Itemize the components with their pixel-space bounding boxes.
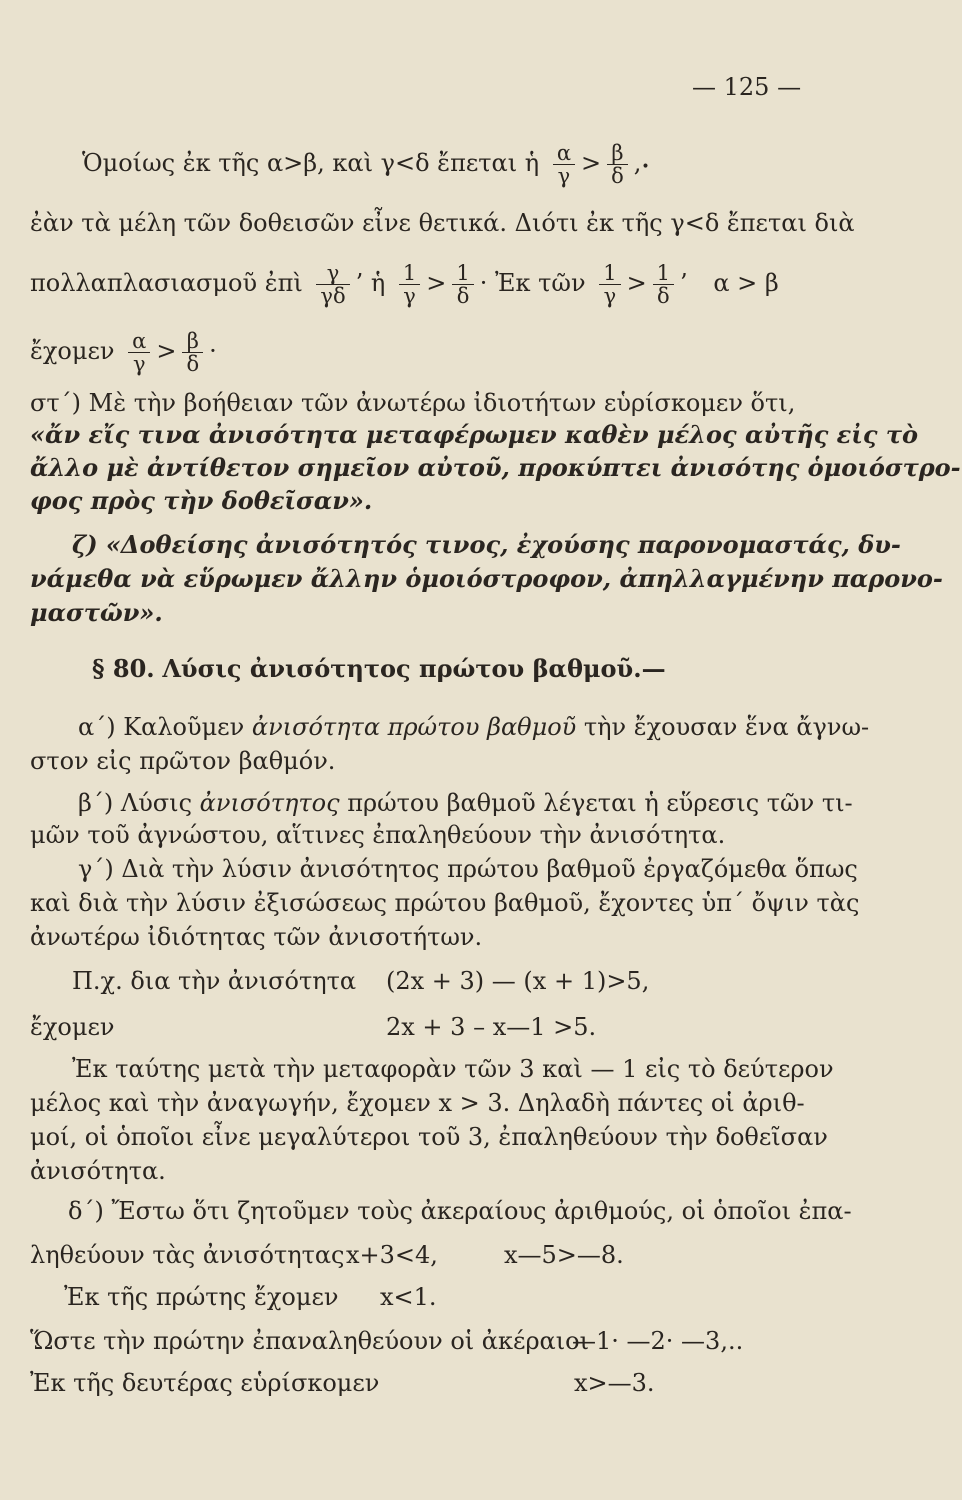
text-line: στ΄) Μὲ τὴν βοήθειαν τῶν ἀνωτέρω ἰδιοτήτων εὑρίσκομεν ὅτι, <box>30 389 796 417</box>
text-line: «ἄν εἴς τινα ἀνισότητα μεταφέρωμεν καθὲν μέλος αὐτῆς εἰς τὸ <box>30 420 918 449</box>
text-line: δ΄) Ἔστω ὅτι ζητοῦμεν τοὺς ἀκεραίους ἀριθμούς, οἱ ὁποῖοι ἐπα- <box>68 1197 852 1225</box>
numerator: 1 <box>399 262 420 285</box>
math-expression: x—5>—8. <box>504 1241 624 1269</box>
text-span: πρώτου βαθμοῦ λέγεται ἡ εὕρεσις τῶν τι- <box>347 789 853 817</box>
fraction <box>452 262 473 307</box>
text-line: ἄλλο μὲ ἀντίθετον σημεῖον αὐτοῦ, προκύπτει ἀνισότης ὁμοιόστρο- <box>30 453 961 482</box>
section-number: § 80. <box>92 654 155 683</box>
text-line: στον εἰς πρῶτον βαθμόν. <box>30 747 336 775</box>
text-line <box>78 788 853 818</box>
numerator: 1 <box>599 262 620 285</box>
text-line: μῶν τοῦ ἀγνώστου, αἵτινες ἐπαληθεύουν τὴν ἀνισότητα. <box>30 821 726 849</box>
text-line: ἀνισότητα. <box>30 1157 166 1185</box>
numerator: β <box>182 330 203 353</box>
fraction <box>182 330 203 375</box>
operator: > <box>626 269 647 297</box>
text-span: ἀνισότητα πρώτου βαθμοῦ <box>251 713 577 741</box>
text-line <box>30 262 779 307</box>
denominator: γ <box>403 284 416 308</box>
text-line: Ἐκ τῆς πρώτης ἔχομεν <box>64 1283 339 1311</box>
numerator: 1 <box>653 262 674 285</box>
operator: > <box>581 149 602 177</box>
denominator: γ <box>557 164 571 188</box>
section-heading <box>92 654 666 684</box>
denominator: γ <box>132 352 146 376</box>
fraction <box>599 262 620 307</box>
punct: · <box>209 337 217 365</box>
text-line: Ὥστε τὴν πρώτην ἐπαναληθεύουν οἱ ἀκέραιοι <box>30 1327 590 1355</box>
fraction <box>128 330 150 375</box>
fraction <box>653 262 674 307</box>
text-line: φος πρὸς τὴν δοθεῖσαν». <box>30 486 373 515</box>
math-expression: —1· —2· —3,.. <box>572 1327 744 1355</box>
denominator: δ <box>657 284 670 308</box>
text-span: τὴν ἔχουσαν ἕνα ἄγνω- <box>583 713 870 741</box>
text-span: β΄) Λύσις <box>78 789 193 817</box>
punct: , <box>633 149 642 177</box>
page-number: — 125 — <box>692 73 802 101</box>
text-line <box>82 142 650 187</box>
section-title: Λύσις ἀνισότητος πρώτου βαθμοῦ.— <box>162 654 666 683</box>
text-span: α > β <box>713 269 779 297</box>
denominator: δ <box>611 164 624 188</box>
punct: ’ <box>680 269 688 297</box>
fraction <box>553 142 575 187</box>
text-line: γ΄) Διὰ τὴν λύσιν ἀνισότητος πρώτου βαθμοῦ ἐργαζόμεθα ὅπως <box>78 855 858 883</box>
numerator: γ <box>316 262 349 285</box>
text-line: μέλος καὶ τὴν ἀναγωγήν, ἔχομεν x > 3. Δηλαδὴ πάντες οἱ ἀριθ- <box>30 1089 805 1117</box>
text-line: Ἐκ ταύτης μετὰ τὴν μεταφορὰν τῶν 3 καὶ — 1 εἰς τὸ δεύτερον <box>72 1055 834 1083</box>
operator: > <box>156 337 177 365</box>
fraction <box>607 142 628 187</box>
text-line: Ἐκ τῆς δευτέρας εὑρίσκομεν <box>30 1369 380 1397</box>
text-line: ἀνωτέρω ἰδιότητας τῶν ἀνισοτήτων. <box>30 923 483 951</box>
text-span: ἀνισότητος <box>199 789 340 817</box>
text-line: μαστῶν». <box>30 598 163 627</box>
operator: > <box>426 269 447 297</box>
punct: • <box>641 159 650 175</box>
text-line: ληθεύουν τὰς ἀνισότητας <box>30 1241 345 1269</box>
text-span: ’ ἡ <box>355 269 386 297</box>
numerator: β <box>607 142 628 165</box>
text-line: νάμεθα νὰ εὕρωμεν ἄλλην ὁμοιόστροφον, ἀπηλλαγμένην παρονο- <box>30 564 943 593</box>
text-span: α΄) Καλοῦμεν <box>78 713 245 741</box>
numerator: α <box>553 142 575 165</box>
math-expression: x<1. <box>380 1283 437 1311</box>
text-line: μοί, οἱ ὁποῖοι εἶνε μεγαλύτεροι τοῦ 3, ἐπαληθεύουν τὴν δοθεῖσαν <box>30 1123 828 1151</box>
denominator: δ <box>186 352 200 376</box>
numerator: 1 <box>452 262 473 285</box>
text-span: πολλαπλασιασμοῦ ἐπὶ <box>30 269 303 297</box>
denominator: γδ <box>320 284 346 308</box>
text-line: ἐὰν τὰ μέλη τῶν δοθεισῶν εἶνε θετικά. Διότι ἐκ τῆς γ<δ ἔπεται διὰ <box>30 209 855 237</box>
text-line <box>30 330 217 375</box>
math-expression: 2x + 3 – x—1 >5. <box>386 1013 597 1041</box>
denominator: γ <box>603 284 617 308</box>
numerator: α <box>128 330 150 353</box>
text-span: ἔχομεν <box>30 337 115 365</box>
text-span: Ὁμοίως ἐκ τῆς α>β, καὶ γ<δ ἔπεται ἡ <box>82 149 540 177</box>
text-line: Π.χ. δια τὴν ἀνισότητα <box>72 967 357 995</box>
fraction <box>316 262 349 307</box>
text-line: ζ) «Δοθείσης ἀνισότητός τινος, ἐχούσης παρονομαστάς, δυ- <box>72 530 901 559</box>
math-expression: x>—3. <box>574 1369 655 1397</box>
math-expression: x+3<4, <box>346 1241 438 1269</box>
text-line: ἔχομεν <box>30 1013 115 1041</box>
math-expression: (2x + 3) — (x + 1)>5, <box>386 967 650 995</box>
text-line <box>78 712 869 742</box>
fraction <box>399 262 420 307</box>
text-span: · Ἐκ τῶν <box>479 269 586 297</box>
text-line: καὶ διὰ τὴν λύσιν ἐξισώσεως πρώτου βαθμοῦ, ἔχοντες ὑπ΄ ὄψιν τὰς <box>30 889 860 917</box>
denominator: δ <box>456 284 470 308</box>
